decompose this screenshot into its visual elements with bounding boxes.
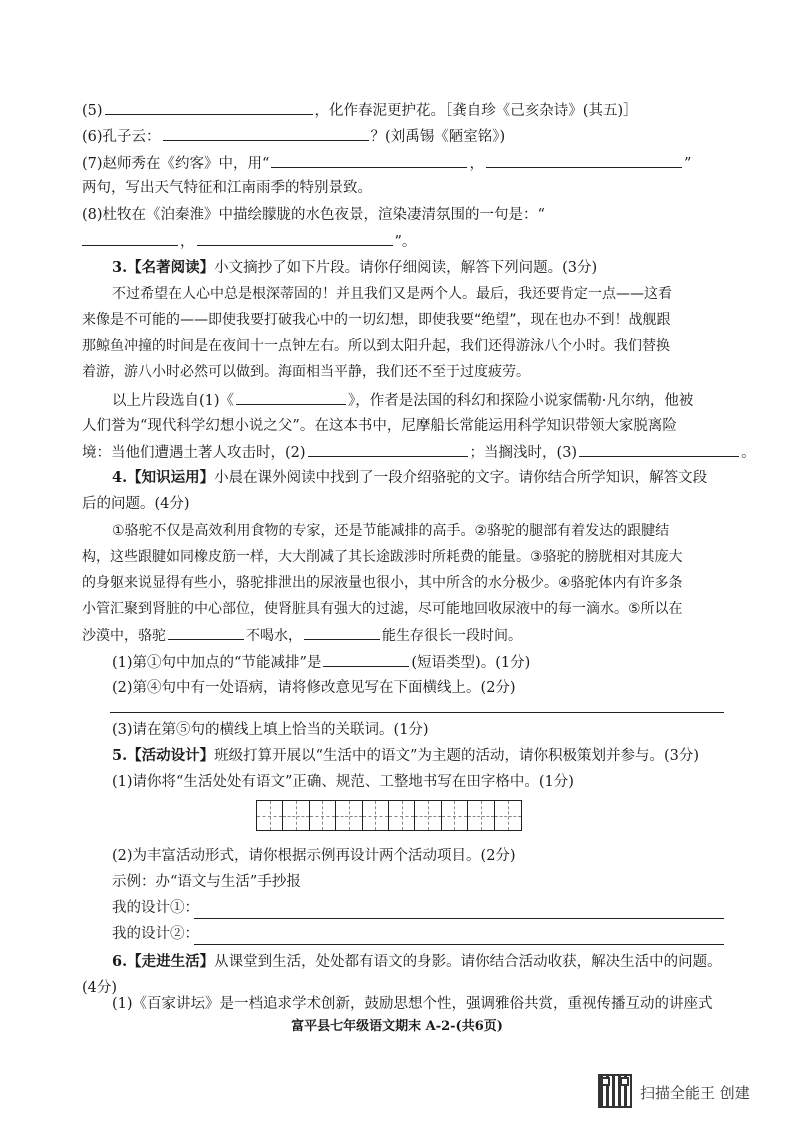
grid-cell[interactable]: [310, 801, 336, 830]
q4-passage-3: 的身躯来说显得有些小，骆驼排泄出的尿液量也很小，其中所含的水分极少。④骆驼体内有许多条: [82, 575, 683, 591]
grid-cell[interactable]: [495, 801, 521, 830]
q2-item-5: (5) ，化作春泥更护花。［龚自珍《己亥杂诗》(其五)］: [82, 100, 732, 121]
q3-excerpt-3: 那鲸鱼冲撞的时间是在夜间十一点钟左右。所以到太阳升起，我们还得游泳八个小时。我们替换: [82, 338, 670, 354]
q5-design-1: 我的设计①：: [112, 900, 199, 916]
q4-passage-4: 小管汇聚到肾脏的中心部位，使肾脏具有强大的过滤，尽可能地回收尿液中的每一滴水。⑤所以在: [82, 601, 683, 617]
q5-heading: 5.【活动设计】班级打算开展以“生活中的语文”为主题的活动，请你积极策划并参与。(3分): [112, 747, 700, 764]
grid-cell[interactable]: [442, 801, 468, 830]
answer-blank[interactable]: [271, 153, 467, 168]
answer-blank[interactable]: [236, 390, 346, 405]
grid-cell[interactable]: [336, 801, 362, 830]
q3-excerpt-2: 来像是不可能的——即使我要打破我心中的一切幻想，即使我要“绝望”，现在也办不到！战舰跟: [82, 312, 671, 328]
q4-sub-3: (3)请在第⑤句的横线上填上恰当的关联词。(1分): [112, 722, 429, 738]
answer-blank[interactable]: [168, 625, 244, 640]
q2-item-7-cont: 两句，写出天气特征和江南雨季的特别景致。: [82, 180, 372, 196]
answer-blank[interactable]: [579, 442, 739, 457]
grid-cell[interactable]: [283, 801, 309, 830]
q5-sub-1: (1)请你将“生活处处有语文”正确、规范、工整地书写在田字格中。(1分): [112, 774, 574, 790]
answer-blank[interactable]: [323, 652, 409, 667]
q5-sub-2: (2)为丰富活动形式，请你根据示例再设计两个活动项目。(2分): [112, 848, 516, 864]
answer-line[interactable]: [110, 712, 724, 713]
q6-sub-1: (1)《百家讲坛》是一档追求学术创新，鼓励思想个性，强调雅俗共赏，重视传播互动的讲座式: [112, 996, 713, 1012]
grid-cell[interactable]: [257, 801, 283, 830]
q2-item-6: (6)孔子云： ？(刘禹锡《陋室铭》): [82, 126, 732, 147]
q6-score: (4分): [82, 980, 118, 996]
q3-source: 以上片段选自(1)《 》，作者是法国的科幻和探险小说家儒勒·凡尔纳，他被: [112, 390, 762, 411]
grid-cell[interactable]: [468, 801, 494, 830]
answer-blank[interactable]: [105, 100, 313, 115]
page-footer: 富平县七年级语文期末 A-2-(共6页): [291, 1019, 503, 1034]
grid-cell[interactable]: [389, 801, 415, 830]
answer-line[interactable]: [194, 918, 724, 919]
answer-blank[interactable]: [486, 153, 682, 168]
q3-excerpt-4: 着游，游八小时必然可以做到。海面相当平静，我们还不至于过度疲劳。: [82, 364, 530, 380]
q6-heading: 6.【走进生活】从课堂到生活，处处都有语文的身影。请你结合活动收获，解决生活中的问题。: [112, 953, 722, 970]
q2-item-8: (8)杜牧在《泊秦淮》中描绘朦胧的水色夜景，渲染凄清氛围的一句是：“: [82, 207, 545, 223]
q4-passage-5: 沙漠中，骆驼 不喝水， 能生存很长一段时间。: [82, 625, 732, 646]
answer-blank[interactable]: [304, 625, 380, 640]
answer-blank[interactable]: [82, 231, 178, 246]
q3-excerpt-1: 不过希望在人心中总是根深蒂固的！并且我们又是两个人。最后，我还要肯定一点——这看: [112, 286, 672, 302]
q2-item-7: (7)赵师秀在《约客》中，用“ ， ”: [82, 153, 732, 174]
q5-example: 示例：办“语文与生活”手抄报: [112, 874, 301, 890]
answer-blank[interactable]: [197, 231, 393, 246]
q3-heading: 3.【名著阅读】小文摘抄了如下片段。请你仔细阅读，解答下列问题。(3分): [112, 259, 598, 276]
q4-sub-2: (2)第④句中有一处语病，请将修改意见写在下面横线上。(2分): [112, 680, 516, 696]
tianzige-grid[interactable]: [256, 800, 522, 831]
q4-sub-1: (1)第①句中加点的“节能减排”是 (短语类型)。(1分): [112, 652, 762, 673]
answer-line[interactable]: [194, 944, 724, 945]
qr-code-icon: [598, 1074, 632, 1108]
q2-item-8-blanks: ， ”。: [82, 231, 732, 252]
q4-heading-cont: 后的问题。(4分): [82, 496, 190, 512]
q3-blanks: 境：当他们遭遇土著人攻击时，(2) ；当搁浅时，(3) 。: [82, 442, 732, 463]
q4-passage-2: 构，这些跟腱如同橡皮筋一样，大大削减了其长途跋涉时所耗费的能量。③骆驼的膀胱相对其庞大: [82, 549, 683, 565]
scanner-watermark: 扫描全能王 创建: [640, 1084, 750, 1102]
q4-heading: 4.【知识运用】小晨在课外阅读中找到了一段介绍骆驼的文字。请你结合所学知识，解答文段: [112, 469, 708, 486]
q4-passage-1: ①骆驼不仅是高效利用食物的专家，还是节能减排的高手。②骆驼的腿部有着发达的跟腱结: [112, 523, 670, 539]
answer-blank[interactable]: [163, 126, 369, 141]
grid-cell[interactable]: [363, 801, 389, 830]
q5-design-2: 我的设计②：: [112, 926, 199, 942]
q3-text-2: 人们誉为“现代科学幻想小说之父”。在这本书中，尼摩船长常能运用科学知识带领大家脱离险: [82, 418, 677, 434]
grid-cell[interactable]: [415, 801, 441, 830]
answer-blank[interactable]: [308, 442, 468, 457]
